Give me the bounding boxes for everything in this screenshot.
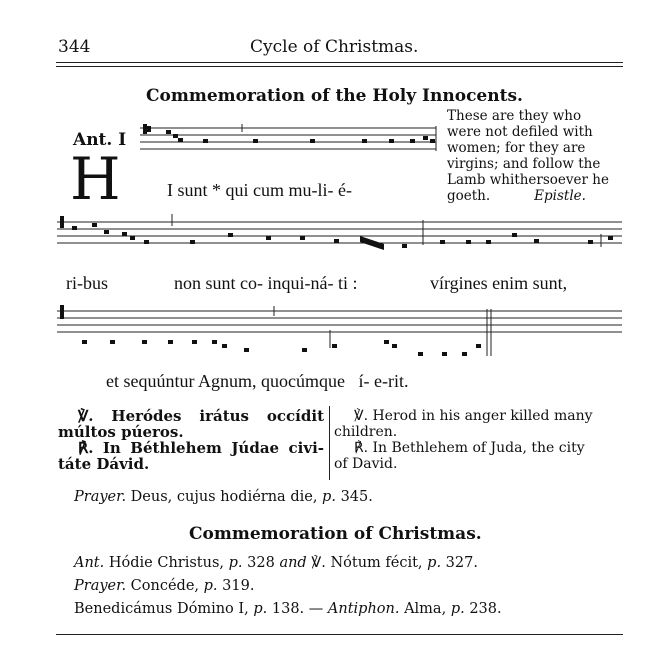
versicle-divider	[329, 406, 330, 480]
english-r-line2: of David.	[334, 456, 398, 472]
commemoration-christmas-title: Commemoration of Christmas.	[189, 524, 482, 544]
versicle-latin	[58, 408, 324, 472]
staff-3	[57, 306, 622, 356]
christmas-line-1: Ant. Hódie Christus, p. 328 and ℣. Nótum fécit, p. 327.	[74, 555, 478, 571]
lyric-line-2a: ri-bus	[66, 273, 108, 293]
english-r-line1: ℟. In Bethlehem of Juda, the city	[354, 440, 585, 456]
footer-rule	[56, 634, 623, 635]
lyric-line-3: et sequúntur Agnum, quocúmque í- e-rit.	[106, 371, 409, 391]
neumes-2	[60, 216, 613, 250]
side-line: These are they who	[447, 108, 582, 124]
running-title: Cycle of Christmas.	[250, 37, 419, 57]
initial-letter: H	[70, 145, 121, 213]
neumes-1	[143, 124, 435, 143]
side-line: Lamb whithersoever he	[447, 172, 609, 188]
antiphon-label: Ant. I	[73, 130, 127, 150]
side-line: women; for they are	[447, 140, 586, 156]
page-number: 344	[58, 37, 91, 57]
lyric-line-2b: non sunt co- inqui-ná- ti :	[174, 273, 358, 293]
english-v-line2: children.	[334, 424, 398, 440]
christmas-line-3: Benedicámus Dómino I, p. 138. — Antiphon. Alma, p. 238.	[74, 601, 502, 617]
prayer-line: Prayer. Deus, cujus hodiérna die, p. 345.	[74, 489, 373, 505]
epistle-ref: Epistle.	[534, 188, 586, 204]
side-line-last: goeth. Epistle.	[447, 188, 586, 204]
christmas-line-2: Prayer. Concéde, p. 319.	[74, 578, 255, 594]
latin-r-line1: ℟. In Béthlehem Júdae civi-	[78, 439, 324, 457]
versicle-english	[334, 408, 624, 472]
latin-v-line1: ℣. Heródes irátus occídit	[78, 407, 324, 425]
lyric-line-2c: vírgines enim sunt,	[430, 273, 568, 293]
side-line: were not defiled with	[447, 124, 593, 140]
english-v-line1: ℣. Herod in his anger killed many	[354, 408, 593, 424]
latin-r-line2: táte Dávid.	[58, 455, 150, 473]
commemoration-innocents-title: Commemoration of the Holy Innocents.	[146, 86, 523, 106]
neumes-3	[60, 305, 481, 356]
staff-1	[140, 124, 436, 151]
side-line: virgins; and follow the	[447, 156, 601, 172]
lyric-line-1: I sunt * qui cum mu-li- é-	[167, 180, 352, 200]
latin-v-line2: múltos púeros.	[58, 423, 184, 441]
